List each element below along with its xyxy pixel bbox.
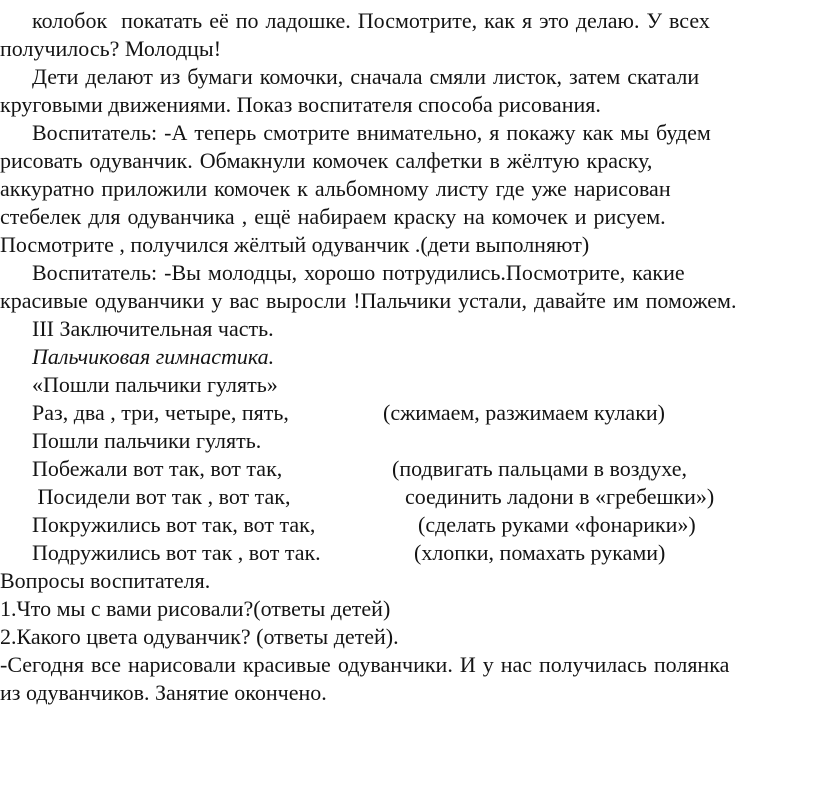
- line-text: Воспитатель: -Вы молодцы, хорошо потрудились.Посмотрите, какие: [32, 260, 685, 285]
- line-action-note: (хлопки, помахать руками): [414, 540, 666, 565]
- line-text: Посидели вот так , вот так,: [32, 484, 291, 509]
- line-text: Посмотрите , получился жёлтый одуванчик .(дети выполняют): [0, 232, 590, 257]
- text-line: [0, 259, 816, 287]
- text-line-two-column: [0, 483, 816, 511]
- text-line: [0, 119, 816, 147]
- text-line: [0, 147, 816, 175]
- text-line: [0, 231, 816, 259]
- text-line: [0, 623, 816, 651]
- line-text: Дети делают из бумаги комочки, сначала смяли листок, затем скатали: [32, 64, 700, 89]
- text-line-two-column: [0, 455, 816, 483]
- line-text: аккуратно приложили комочек к альбомному листу где уже нарисован: [0, 176, 671, 201]
- text-line: [0, 175, 816, 203]
- text-line: [0, 7, 816, 35]
- line-text: -Сегодня все нарисовали красивые одуванчики. И у нас получилась полянка: [0, 652, 730, 677]
- line-text: 1.Что мы с вами рисовали?(ответы детей): [0, 596, 391, 621]
- text-line-two-column: [0, 511, 816, 539]
- text-line: [0, 651, 816, 679]
- line-text: Вопросы воспитателя.: [0, 568, 211, 593]
- line-action-note: соединить ладони в «гребешки»): [405, 484, 715, 509]
- line-text: Покружились вот так, вот так,: [32, 512, 316, 537]
- text-line: [0, 679, 816, 707]
- line-text: Побежали вот так, вот так,: [32, 456, 283, 481]
- line-text: Пальчиковая гимнастика.: [32, 344, 275, 369]
- line-text: из одуванчиков. Занятие окончено.: [0, 680, 327, 705]
- text-line: [0, 203, 816, 231]
- text-line: [0, 91, 816, 119]
- text-line: [0, 315, 816, 343]
- line-text: 2.Какого цвета одуванчик? (ответы детей).: [0, 624, 399, 649]
- text-line: [0, 595, 816, 623]
- line-text: Пошли пальчики гулять.: [32, 428, 262, 453]
- line-text: Воспитатель: -А теперь смотрите внимательно, я покажу как мы будем: [32, 120, 711, 145]
- line-text: красивые одуванчики у вас выросли !Пальчики устали, давайте им поможем.: [0, 288, 737, 313]
- text-line: [0, 567, 816, 595]
- line-text: рисовать одуванчик. Обмакнули комочек салфетки в жёлтую краску,: [0, 148, 653, 173]
- text-line: [0, 63, 816, 91]
- text-line: [0, 371, 816, 399]
- line-action-note: (сделать руками «фонарики»): [418, 512, 696, 537]
- text-line: [0, 287, 816, 315]
- line-text: Раз, два , три, четыре, пять,: [32, 400, 289, 425]
- line-text: «Пошли пальчики гулять»: [32, 372, 278, 397]
- text-line: [0, 427, 816, 455]
- text-line-two-column: [0, 399, 816, 427]
- line-text: получилось? Молодцы!: [0, 36, 222, 61]
- line-text: III Заключительная часть.: [32, 316, 274, 341]
- line-text: Подружились вот так , вот так.: [32, 540, 321, 565]
- line-action-note: (сжимаем, разжимаем кулаки): [383, 400, 665, 425]
- text-line-italic-heading: [0, 343, 816, 371]
- line-text: колобок покатать её по ладошке. Посмотрите, как я это делаю. У всех: [32, 8, 710, 33]
- line-action-note: (подвигать пальцами в воздухе,: [392, 456, 687, 481]
- line-text: стебелек для одуванчика , ещё набираем краску на комочек и рисуем.: [0, 204, 666, 229]
- text-line-two-column: [0, 539, 816, 567]
- line-text: круговыми движениями. Показ воспитателя способа рисования.: [0, 92, 601, 117]
- text-line: [0, 35, 816, 63]
